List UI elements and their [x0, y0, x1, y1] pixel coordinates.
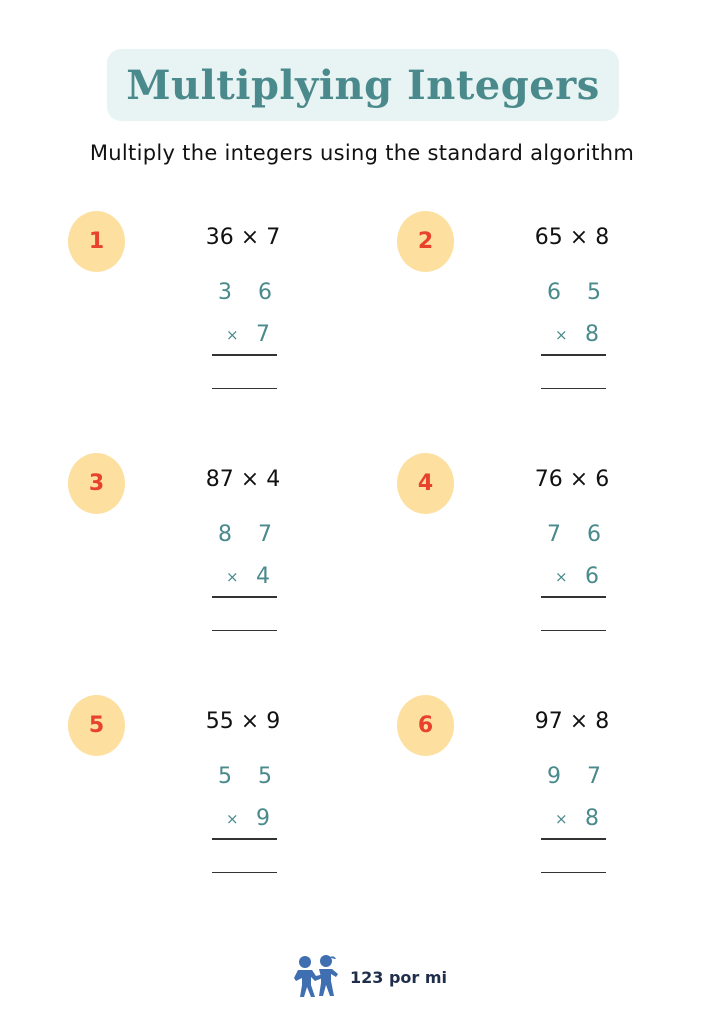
answer-blank[interactable] — [541, 872, 606, 873]
problem-expression: 97 × 8 — [534, 709, 610, 734]
multiplicand-ones-digit: 5 — [587, 280, 601, 305]
multiplier-digit: 8 — [585, 322, 599, 347]
product-rule — [212, 838, 277, 840]
answer-blank[interactable] — [541, 388, 606, 389]
multiplicand-tens-digit: 3 — [218, 280, 232, 305]
multiplicand-tens-digit: 7 — [547, 522, 561, 547]
problem-expression: 36 × 7 — [205, 225, 281, 250]
problem-4 — [397, 453, 697, 653]
brand-name: 123 por mi — [350, 967, 448, 987]
product-rule — [212, 596, 277, 598]
problem-expression: 65 × 8 — [534, 225, 610, 250]
answer-blank[interactable] — [212, 388, 277, 389]
answer-blank[interactable] — [212, 630, 277, 631]
multiplicand-ones-digit: 7 — [258, 522, 272, 547]
problem-number-badge: 5 — [68, 695, 125, 756]
problem-number-badge: 6 — [397, 695, 454, 756]
problem-5 — [68, 695, 368, 895]
multiplicand-ones-digit: 5 — [258, 764, 272, 789]
problem-number-badge: 1 — [68, 211, 125, 272]
product-rule — [212, 354, 277, 356]
product-rule — [541, 838, 606, 840]
problem-expression: 87 × 4 — [205, 467, 281, 492]
multiplier-digit: 9 — [256, 806, 270, 831]
multiplicand-tens-digit: 9 — [547, 764, 561, 789]
problem-3 — [68, 453, 368, 653]
times-sign: × — [226, 568, 239, 586]
multiplicand-ones-digit: 7 — [587, 764, 601, 789]
multiplicand — [547, 280, 601, 305]
problem-expression: 55 × 9 — [205, 709, 281, 734]
answer-blank[interactable] — [212, 872, 277, 873]
product-rule — [541, 596, 606, 598]
multiplicand-tens-digit: 8 — [218, 522, 232, 547]
multiplicand-ones-digit: 6 — [258, 280, 272, 305]
problem-6 — [397, 695, 697, 895]
problem-number-badge: 3 — [68, 453, 125, 514]
multiplicand-ones-digit: 6 — [587, 522, 601, 547]
multiplicand — [547, 764, 601, 789]
problem-1 — [68, 211, 368, 411]
multiplicand-tens-digit: 6 — [547, 280, 561, 305]
times-sign: × — [555, 810, 568, 828]
multiplier-digit: 6 — [585, 564, 599, 589]
multiplicand — [218, 280, 272, 305]
multiplicand — [218, 522, 272, 547]
title-banner — [107, 49, 619, 121]
multiplicand — [547, 522, 601, 547]
times-sign: × — [226, 326, 239, 344]
footer-brand — [292, 954, 447, 1000]
multiplier-digit: 8 — [585, 806, 599, 831]
problem-expression: 76 × 6 — [534, 467, 610, 492]
times-sign: × — [555, 568, 568, 586]
multiplier-digit: 7 — [256, 322, 270, 347]
product-rule — [541, 354, 606, 356]
multiplicand-tens-digit: 5 — [218, 764, 232, 789]
problem-2 — [397, 211, 697, 411]
page-title: Multiplying Integers — [126, 61, 600, 109]
problem-number-badge: 4 — [397, 453, 454, 514]
times-sign: × — [226, 810, 239, 828]
multiplicand — [218, 764, 272, 789]
answer-blank[interactable] — [541, 630, 606, 631]
instructions: Multiply the integers using the standard algorithm — [89, 141, 635, 165]
problem-number-badge: 2 — [397, 211, 454, 272]
multiplier-digit: 4 — [256, 564, 270, 589]
times-sign: × — [555, 326, 568, 344]
kids-running-icon — [292, 954, 342, 1000]
